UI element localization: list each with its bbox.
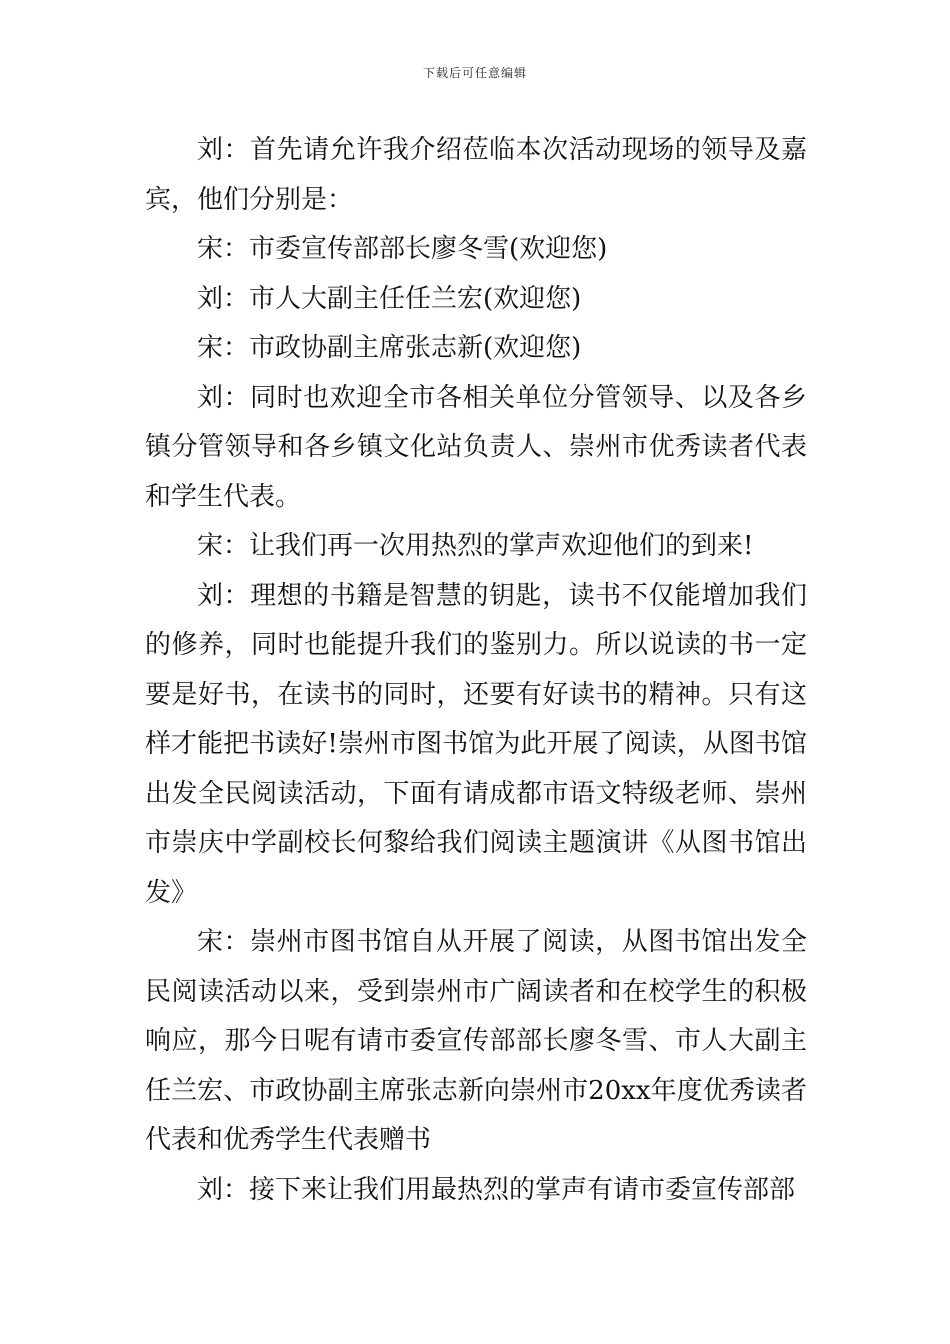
paragraph-2: 宋：市委宣传部部长廖冬雪(欢迎您) — [197, 234, 608, 264]
paragraph-9: 刘：接下来让我们用最热烈的掌声有请市委宣传部部 — [197, 1174, 796, 1205]
paragraph-5: 刘：同时也欢迎全市各相关单位分管领导、以及各乡镇分管领导和各乡镇文化站负责人、崇州市优秀读者代表和学生代表。 — [145, 382, 807, 512]
paragraph-4: 宋：市政协副主席张志新(欢迎您) — [197, 333, 582, 363]
document-body — [145, 126, 807, 1215]
paragraph-1: 刘：首先请允许我介绍莅临本次活动现场的领导及嘉宾，他们分别是： — [145, 135, 807, 215]
paragraph-7: 刘：理想的书籍是智慧的钥匙，读书不仅能增加我们的修养，同时也能提升我们的鉴别力。所以说读的书一定要是好书，在读书的同时，还要有好读书的精神。只有这样才能把书读好!崇州市图书馆为此开展了阅读，从图书馆出发全民阅读活动，下面有请成都市语文特级老师、崇州市崇庆中学副校长何黎给我们阅读主题演讲《从图书馆出发》 — [145, 580, 807, 908]
paragraph-3: 刘：市人大副主任任兰宏(欢迎您) — [197, 283, 582, 314]
page-header: 下载后可任意编辑 — [422, 66, 527, 80]
paragraph-8: 宋：崇州市图书馆自从开展了阅读，从图书馆出发全民阅读活动以来，受到崇州市广阔读者和在校学生的积极响应，那今日呢有请市委宣传部部长廖冬雪、市人大副主任兰宏、市政协副主席张志新向崇州市20xx年度优秀读者代表和优秀学生代表赠书 — [145, 927, 807, 1155]
paragraph-6: 宋：让我们再一次用热烈的掌声欢迎他们的到来! — [197, 531, 754, 561]
